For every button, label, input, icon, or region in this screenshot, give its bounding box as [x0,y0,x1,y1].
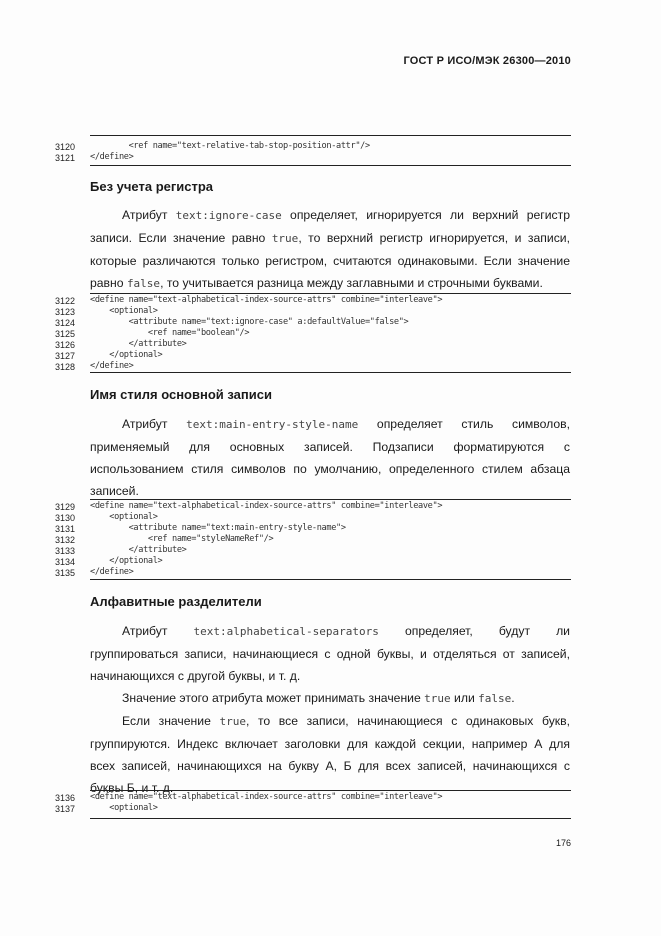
code-line: </optional> [90,556,163,566]
line-number: 3123 [55,307,76,317]
paragraph-line: использованием стиля символов по умолчанию, определенного стилем абзаца [90,462,570,476]
code-block-bottom-rule [90,579,571,580]
line-number: 3134 [55,557,76,567]
line-number: 3132 [55,535,76,545]
line-number: 3124 [55,318,76,328]
code-line: <ref name="text-relative-tab-stop-position-attr"/> [90,141,370,151]
value-true: true [424,692,451,705]
code-block-bottom-rule [90,165,571,166]
code-line: <ref name="boolean"/> [90,328,250,338]
code-line: <optional> [90,306,158,316]
line-number: 3131 [55,524,76,534]
section-heading: Алфавитные разделители [90,594,262,609]
code-line: <attribute name="text:main-entry-style-name"> [90,523,346,533]
line-number: 3137 [55,804,76,814]
line-number: 3125 [55,329,76,339]
value-true: true [271,232,299,245]
section-heading: Имя стиля основной записи [90,387,272,402]
code-line: <ref name="styleNameRef"/> [90,534,274,544]
value-false: false [478,692,512,705]
code-line: <define name="text-alphabetical-index-source-attrs" combine="interleave"> [90,295,443,305]
line-number: 3129 [55,502,76,512]
paragraph-line: группируются. Индекс включает заголовки для каждой секции, например А для [90,737,570,751]
code-line: </attribute> [90,339,187,349]
line-number: 3122 [55,296,76,306]
paragraph-line: всех записей, начинающихся на букву А, Б для всех записей, начинающихся с [90,759,570,773]
code-block-top-rule [90,499,571,500]
paragraph-line: начинающихся с другой буквы, и т. д. [90,669,301,683]
code-block-bottom-rule [90,372,571,373]
code-line: </optional> [90,350,163,360]
line-number: 3120 [55,142,76,152]
attribute-name: text:main-entry-style-name [186,418,359,431]
paragraph-line: группироваться записи, начинающиеся с одной буквы, и отделяться от записей, [90,647,570,661]
code-line: </attribute> [90,545,187,555]
line-number: 3126 [55,340,76,350]
code-line: </define> [90,361,134,371]
code-block-top-rule [90,135,571,136]
paragraph [90,620,570,799]
code-line: <define name="text-alphabetical-index-source-attrs" combine="interleave"> [90,792,443,802]
line-number: 3135 [55,568,76,578]
paragraph [90,204,570,295]
paragraph-line: Атрибут text:ignore-case определяет, игнорируется ли верхний регистр [122,208,570,222]
paragraph-line: буквы Б, и т. д. [90,781,174,795]
paragraph-line: Если значение true, то все записи, начинающиеся с одинаковых букв, [122,714,570,728]
paragraph-line: равно false, то учитывается разница между заглавными и строчными буквами. [90,276,543,290]
section-heading: Без учета регистра [90,179,214,194]
paragraph-line: которые различаются только регистром, считаются одинаковыми. Если значение [90,254,570,268]
line-number: 3136 [55,793,76,803]
attribute-name: text:ignore-case [175,209,282,222]
document-header: ГОСТ Р ИСО/МЭК 26300—2010 [403,55,571,67]
paragraph-line: Атрибут text:main-entry-style-name определяет стиль символов, [122,417,570,431]
line-number: 3128 [55,362,76,372]
code-line: </define> [90,567,134,577]
paragraph-line: записей. [90,484,139,498]
code-line: <attribute name="text:ignore-case" a:defaultValue="false"> [90,317,409,327]
line-number: 3130 [55,513,76,523]
code-block-bottom-rule [90,818,571,819]
paragraph-line: записи. Если значение равно true, то верхний регистр игнорируется, и записи, [90,231,570,245]
code-block-top-rule [90,790,571,791]
paragraph-line: Значение этого атрибута может принимать значение true или false. [122,691,515,705]
line-number: 3121 [55,153,76,163]
value-false: false [126,277,161,290]
value-true: true [219,715,246,728]
paragraph-line: применяемый для основных записей. Подзаписи форматируются с [90,440,570,454]
code-line: <optional> [90,512,158,522]
code-line: <optional> [90,803,158,813]
paragraph-line: Атрибут text:alphabetical-separators определяет, будут ли [122,624,570,638]
code-line: <define name="text-alphabetical-index-source-attrs" combine="interleave"> [90,501,443,511]
attribute-name: text:alphabetical-separators [193,625,379,638]
line-number: 3127 [55,351,76,361]
code-block-top-rule [90,293,571,294]
page-number: 176 [555,838,571,848]
paragraph [90,413,570,502]
line-number: 3133 [55,546,76,556]
code-line: </define> [90,152,134,162]
